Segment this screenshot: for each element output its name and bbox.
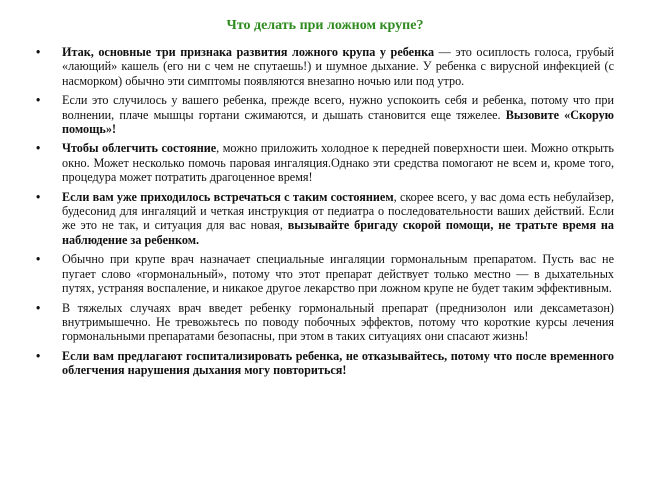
bullet-icon: •	[36, 252, 41, 267]
list-item	[34, 141, 614, 184]
bullet-list	[34, 45, 614, 383]
bold-ending: Вызовите «Скорую помощь»!	[62, 107, 614, 137]
bullet-icon: •	[36, 141, 41, 156]
list-item	[34, 301, 614, 344]
list-item	[34, 45, 614, 88]
item-text: Обычно при крупе врач назначает специальные ингаляции гормональным препаратом. Пусть вас не пугает слово «гормональный», потому что этот препарат действует только местно — в дыхательных путях, устраняя воспаление, и никакое другое лекарство при ложном крупе не будет таким эффективным.	[62, 252, 614, 296]
list-item	[34, 190, 614, 248]
bullet-icon: •	[36, 300, 41, 315]
list-item	[34, 252, 614, 295]
slide-title: Что делать при ложном крупе?	[226, 18, 424, 33]
item-text: , можно приложить холодное к передней поверхности шеи. Можно открыть окно. Может несколько помочь паровая ингаляция.Однако эти средства помогают не всем и, кроме того, процедура может потратить драгоценное время!	[62, 141, 614, 185]
bullet-icon: •	[36, 93, 41, 108]
bullet-icon: •	[36, 45, 41, 59]
bullet-icon: •	[36, 189, 41, 204]
bold-ending: вызывайте бригаду скорой помощи, не тратьте время на наблюдение за ребенком.	[62, 218, 614, 247]
item-text: Если это случилось у вашего ребенка, прежде всего, нужно успокоить себя и ребенка, потому что при волнении, плаче мышцы гортани сжимаются, и дышать становится еще тяжелее.	[62, 93, 614, 122]
bold-intro: Чтобы облегчить состояние	[62, 141, 217, 156]
item-text: , скорее всего, у вас дома есть небулайзер, будесонид для ингаляций и четкая инструкция от педиатра о последовательности ваших действий. Если же это не так, и ситуация для вас новая,	[62, 189, 614, 233]
bold-intro: Если вам уже приходилось встречаться с таким состоянием	[62, 189, 394, 204]
item-text: В тяжелых случаях врач введет ребенку гормональный препарат (преднизолон или дексаметазон) внутримышечно. Не тревожьтесь по поводу побочных эффектов, потому что короткие курсы лечения гормональными препаратами безопасны, при этом в таких ситуациях они спасают жизнь!	[62, 300, 614, 344]
list-item	[34, 93, 614, 136]
bullet-icon: •	[36, 348, 41, 363]
bold-intro: Итак, основные три признака развития ложного крупа у ребенка	[62, 45, 435, 59]
bold-intro: Если вам предлагают госпитализировать ребенка, не отказывайтесь, потому что после временного облегчения нарушения дыхания могу повториться!	[62, 348, 614, 378]
item-text: — это осиплость голоса, грубый «лающий» кашель (его ни с чем не спутаешь!) и шумное дыхание. У ребенка с вирусной инфекцией (с насморком) обычно эти симптомы появляются внезапно ночью или под утро.	[62, 45, 614, 88]
list-item	[34, 349, 614, 378]
